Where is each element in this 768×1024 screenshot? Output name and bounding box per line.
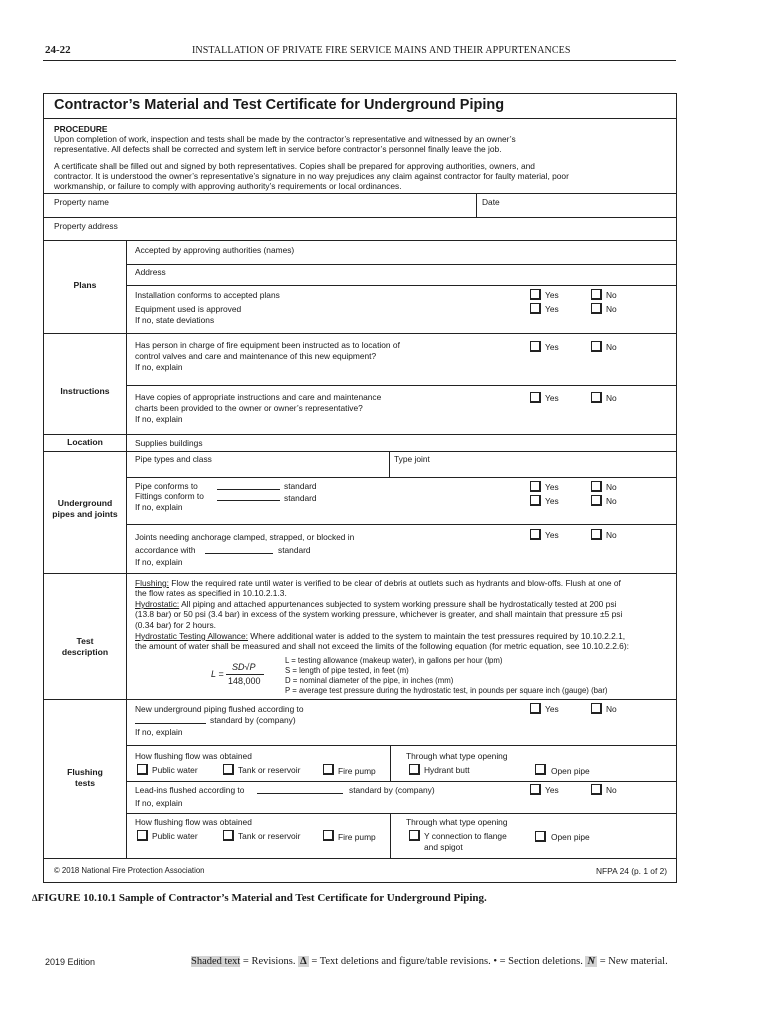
divider: [44, 858, 676, 859]
pipe-conforms-field: [135, 481, 198, 492]
standard-blank[interactable]: [217, 489, 280, 490]
plans-address-field[interactable]: Address: [135, 267, 166, 277]
allowance-text: [135, 631, 625, 642]
divider: [126, 524, 676, 525]
instructions-question: Has person in charge of fire equipment been instructed as to location of: [135, 340, 400, 350]
explain-field[interactable]: If no, explain: [135, 727, 183, 737]
y-connection-checkbox[interactable]: [409, 830, 420, 841]
figure-caption: [32, 892, 487, 904]
procedure-text: A certificate shall be filled out and signed by both representatives. Copies shall be prepared for approving authorities, owners, and: [54, 161, 535, 171]
yes-checkbox[interactable]: [530, 529, 541, 540]
procedure-heading: PROCEDURE: [54, 124, 108, 134]
equipment-question: Equipment used is approved: [135, 304, 242, 314]
equation-lhs: L =: [211, 669, 224, 679]
public-water-label: Public water: [152, 765, 198, 775]
copyright: © 2018 National Fire Protection Association: [54, 866, 205, 875]
divider: [126, 285, 676, 286]
section-label-location: Location: [67, 437, 103, 447]
divider: [44, 193, 676, 194]
hydrostatic-term: Hydrostatic:: [135, 599, 180, 609]
open-pipe-label: Open pipe: [551, 766, 590, 776]
yes-label: Yes: [545, 530, 559, 540]
divider: [44, 434, 676, 435]
fire-pump-label: Fire pump: [338, 766, 376, 776]
explain-field[interactable]: If no, explain: [135, 362, 183, 372]
no-checkbox[interactable]: [591, 341, 602, 352]
equation-numerator: SD√P: [232, 662, 256, 672]
procedure-text: workmanship, or failure to comply with approving authority’s requirements or local ordinances.: [54, 181, 402, 191]
opening-type-label: Through what type opening: [406, 751, 508, 761]
section-label-plans: Plans: [73, 280, 97, 290]
hydrostatic-text: (13.8 bar) or 50 psi (3.4 bar) in excess of the system working pressure, whichever is greater, and shall maintain that pressure ±5 psi: [135, 609, 623, 619]
hydrant-butt-label: Hydrant butt: [424, 765, 470, 775]
equation-definition: P = average test pressure during the hydrostatic test, in pounds per square inch (gauge) (bar): [285, 686, 608, 695]
no-checkbox[interactable]: [591, 495, 602, 506]
property-address-field[interactable]: Property address: [54, 221, 118, 231]
hydrostatic-text: (0.34 bar) for 2 hours.: [135, 620, 216, 630]
divider: [126, 813, 676, 814]
label-line: Flushing: [67, 767, 103, 777]
divider: [126, 745, 676, 746]
no-checkbox[interactable]: [591, 703, 602, 714]
section-label-underground: [44, 498, 126, 519]
public-water-checkbox[interactable]: [137, 764, 148, 775]
open-pipe-checkbox[interactable]: [535, 764, 546, 775]
instructions-question: control valves and care and maintenance of this new equipment?: [135, 351, 377, 361]
fittings-conform-label: Fittings conform to: [135, 491, 204, 501]
section-label-flushing: [44, 767, 126, 788]
legend-text: = Revisions.: [240, 956, 299, 967]
flushing-line: Flow the required rate until water is verified to be clear of debris at outlets such as hydrants and blow-offs. Flush at one of: [168, 578, 621, 588]
tank-reservoir-checkbox[interactable]: [223, 830, 234, 841]
yes-label: Yes: [545, 290, 559, 300]
joints-question: accordance with: [135, 545, 196, 555]
allowance-term: Hydrostatic Testing Allowance:: [135, 631, 248, 641]
opening-type-label: Through what type opening: [406, 817, 508, 827]
triangle-icon: Δ: [300, 956, 307, 967]
allowance-line: Where additional water is added to the system to maintain the test pressures required by 10.10.2.2.1,: [247, 631, 626, 641]
conforms-question: Installation conforms to accepted plans: [135, 290, 280, 300]
divider: [44, 699, 676, 700]
hydrostatic-text: [135, 599, 616, 610]
fire-pump-checkbox[interactable]: [323, 764, 334, 775]
y-connection-label: and spigot: [424, 842, 463, 852]
edition: 2019 Edition: [45, 957, 96, 967]
yes-checkbox[interactable]: [530, 341, 541, 352]
pipe-types-field[interactable]: Pipe types and class: [135, 454, 212, 464]
yes-label: Yes: [545, 342, 559, 352]
flushing-text: [135, 578, 621, 589]
flushing-text: the flow rates as specified in 10.10.2.1.3.: [135, 588, 287, 598]
no-checkbox[interactable]: [591, 289, 602, 300]
date-field[interactable]: Date: [482, 197, 500, 207]
deletion-triangle-icon: Δ: [32, 893, 38, 903]
no-label: No: [606, 304, 617, 314]
how-obtained-label: How flushing flow was obtained: [135, 817, 252, 827]
leadins-question: Lead-ins flushed according to: [135, 785, 245, 795]
new-piping-question: New underground piping flushed according to: [135, 704, 304, 714]
hydrostatic-line: All piping and attached appurtenances subjected to system working pressure shall be hydrostatically tested at 200 psi: [179, 599, 617, 609]
tank-reservoir-checkbox[interactable]: [223, 764, 234, 775]
equation-denominator: 148,000: [228, 676, 261, 686]
public-water-checkbox[interactable]: [137, 830, 148, 841]
no-checkbox[interactable]: [591, 303, 602, 314]
divider: [126, 477, 676, 478]
yes-checkbox[interactable]: [530, 481, 541, 492]
no-checkbox[interactable]: [591, 529, 602, 540]
yes-label: Yes: [545, 304, 559, 314]
no-label: No: [606, 704, 617, 714]
divider: [126, 385, 676, 386]
no-label: No: [606, 785, 617, 795]
yes-label: Yes: [545, 785, 559, 795]
standard-label: standard: [284, 493, 317, 503]
tank-reservoir-label: Tank or reservoir: [238, 831, 301, 841]
yes-checkbox[interactable]: [530, 392, 541, 403]
section-label-instructions: Instructions: [60, 386, 110, 396]
explain-field[interactable]: If no, explain: [135, 414, 183, 424]
page-number: 24-22: [45, 44, 71, 56]
open-pipe-checkbox[interactable]: [535, 831, 546, 842]
legend-text: = New material.: [597, 956, 668, 967]
standard-blank[interactable]: [205, 553, 273, 554]
instructions-question: Have copies of appropriate instructions and care and maintenance: [135, 392, 382, 402]
revision-legend: [191, 956, 668, 967]
explain-field[interactable]: If no, explain: [135, 557, 183, 567]
explain-field[interactable]: If no, explain: [135, 502, 183, 512]
instructions-question: charts been provided to the owner or owner’s representative?: [135, 403, 363, 413]
flushing-term: Flushing:: [135, 578, 169, 588]
public-water-label: Public water: [152, 831, 198, 841]
header-rule: [43, 60, 676, 61]
standard-by-company: standard by (company): [349, 785, 435, 795]
standard-label: standard: [284, 481, 317, 491]
no-checkbox[interactable]: [591, 481, 602, 492]
fraction-bar: [226, 674, 264, 675]
divider: [126, 264, 676, 265]
caption-text: FIGURE 10.10.1 Sample of Contractor’s Material and Test Certificate for Underground Piping.: [37, 892, 487, 904]
no-label: No: [606, 482, 617, 492]
no-checkbox[interactable]: [591, 392, 602, 403]
yes-label: Yes: [545, 496, 559, 506]
form-id: NFPA 24 (p. 1 of 2): [596, 866, 668, 876]
y-connection-label: Y connection to flange: [424, 831, 507, 841]
yes-checkbox[interactable]: [530, 495, 541, 506]
yes-checkbox[interactable]: [530, 784, 541, 795]
divider: [390, 745, 391, 781]
property-name-field[interactable]: Property name: [54, 197, 109, 207]
procedure-text: Upon completion of work, inspection and tests shall be made by the contractor’s representative and witnessed by an owner’s: [54, 134, 516, 144]
yes-checkbox[interactable]: [530, 703, 541, 714]
shaded-text-sample: Shaded text: [191, 956, 241, 967]
tank-reservoir-label: Tank or reservoir: [238, 765, 301, 775]
label-line: description: [61, 646, 109, 657]
divider: [390, 813, 391, 858]
open-pipe-label: Open pipe: [551, 832, 590, 842]
procedure-text: representative. All defects shall be corrected and system left in service before contractor’s personnel finally leave the job.: [54, 144, 502, 154]
divider: [44, 240, 676, 241]
fire-pump-checkbox[interactable]: [323, 830, 334, 841]
divider: [44, 573, 676, 574]
divider: [476, 193, 477, 217]
equation-definition: L = testing allowance (makeup water), in gallons per hour (lpm): [285, 656, 503, 665]
how-obtained-label: How flushing flow was obtained: [135, 751, 252, 761]
fire-pump-label: Fire pump: [338, 832, 376, 842]
standard-label: standard: [278, 545, 311, 555]
label-line: pipes and joints: [52, 508, 118, 519]
type-joint-field[interactable]: Type joint: [394, 454, 430, 464]
form-title: Contractor’s Material and Test Certificate for Underground Piping: [54, 97, 505, 113]
label-line: tests: [74, 777, 96, 788]
procedure-text: contractor. It is understood the owner’s representative’s signature in no way prejudices any claim against contractor for faulty material, poor: [54, 171, 569, 181]
new-material-icon: N: [587, 956, 596, 967]
no-label: No: [606, 530, 617, 540]
pipe-conforms-label: Pipe conforms to: [135, 481, 198, 491]
no-label: No: [606, 393, 617, 403]
divider: [126, 781, 676, 782]
yes-label: Yes: [545, 482, 559, 492]
standard-blank[interactable]: [217, 500, 280, 501]
allowance-text: the amount of water shall be measured and shall not exceed the limits of the following equation (for metric equation, see 10.10.2.2.6):: [135, 641, 629, 651]
section-label-test: [44, 636, 126, 657]
legend-text: = Text deletions and figure/table revisions. • = Section deletions.: [308, 956, 586, 967]
no-checkbox[interactable]: [591, 784, 602, 795]
standard-blank[interactable]: [135, 723, 206, 724]
yes-label: Yes: [545, 704, 559, 714]
divider: [44, 451, 676, 452]
deviations-field[interactable]: If no, state deviations: [135, 315, 215, 325]
joints-question: Joints needing anchorage clamped, strapped, or blocked in: [135, 532, 355, 542]
divider: [389, 451, 390, 477]
yes-checkbox[interactable]: [530, 303, 541, 314]
yes-label: Yes: [545, 393, 559, 403]
supplies-buildings-field[interactable]: Supplies buildings: [135, 438, 203, 448]
standard-by-company: standard by (company): [210, 715, 296, 725]
yes-checkbox[interactable]: [530, 289, 541, 300]
no-label: No: [606, 290, 617, 300]
label-line: Underground: [57, 498, 113, 508]
divider: [44, 118, 676, 119]
equation-definition: S = length of pipe tested, in feet (m): [285, 666, 409, 675]
certificate-form: [43, 93, 677, 883]
label-line: Test: [76, 636, 94, 646]
equation-definition: D = nominal diameter of the pipe, in inches (mm): [285, 676, 454, 685]
no-label: No: [606, 496, 617, 506]
hydrant-butt-checkbox[interactable]: [409, 764, 420, 775]
divider: [44, 333, 676, 334]
accepted-by-field[interactable]: Accepted by approving authorities (names): [135, 245, 295, 255]
standard-blank[interactable]: [257, 793, 343, 794]
explain-field[interactable]: If no, explain: [135, 798, 183, 808]
no-label: No: [606, 342, 617, 352]
divider: [44, 217, 676, 218]
running-title: INSTALLATION OF PRIVATE FIRE SERVICE MAINS AND THEIR APPURTENANCES: [192, 45, 571, 56]
